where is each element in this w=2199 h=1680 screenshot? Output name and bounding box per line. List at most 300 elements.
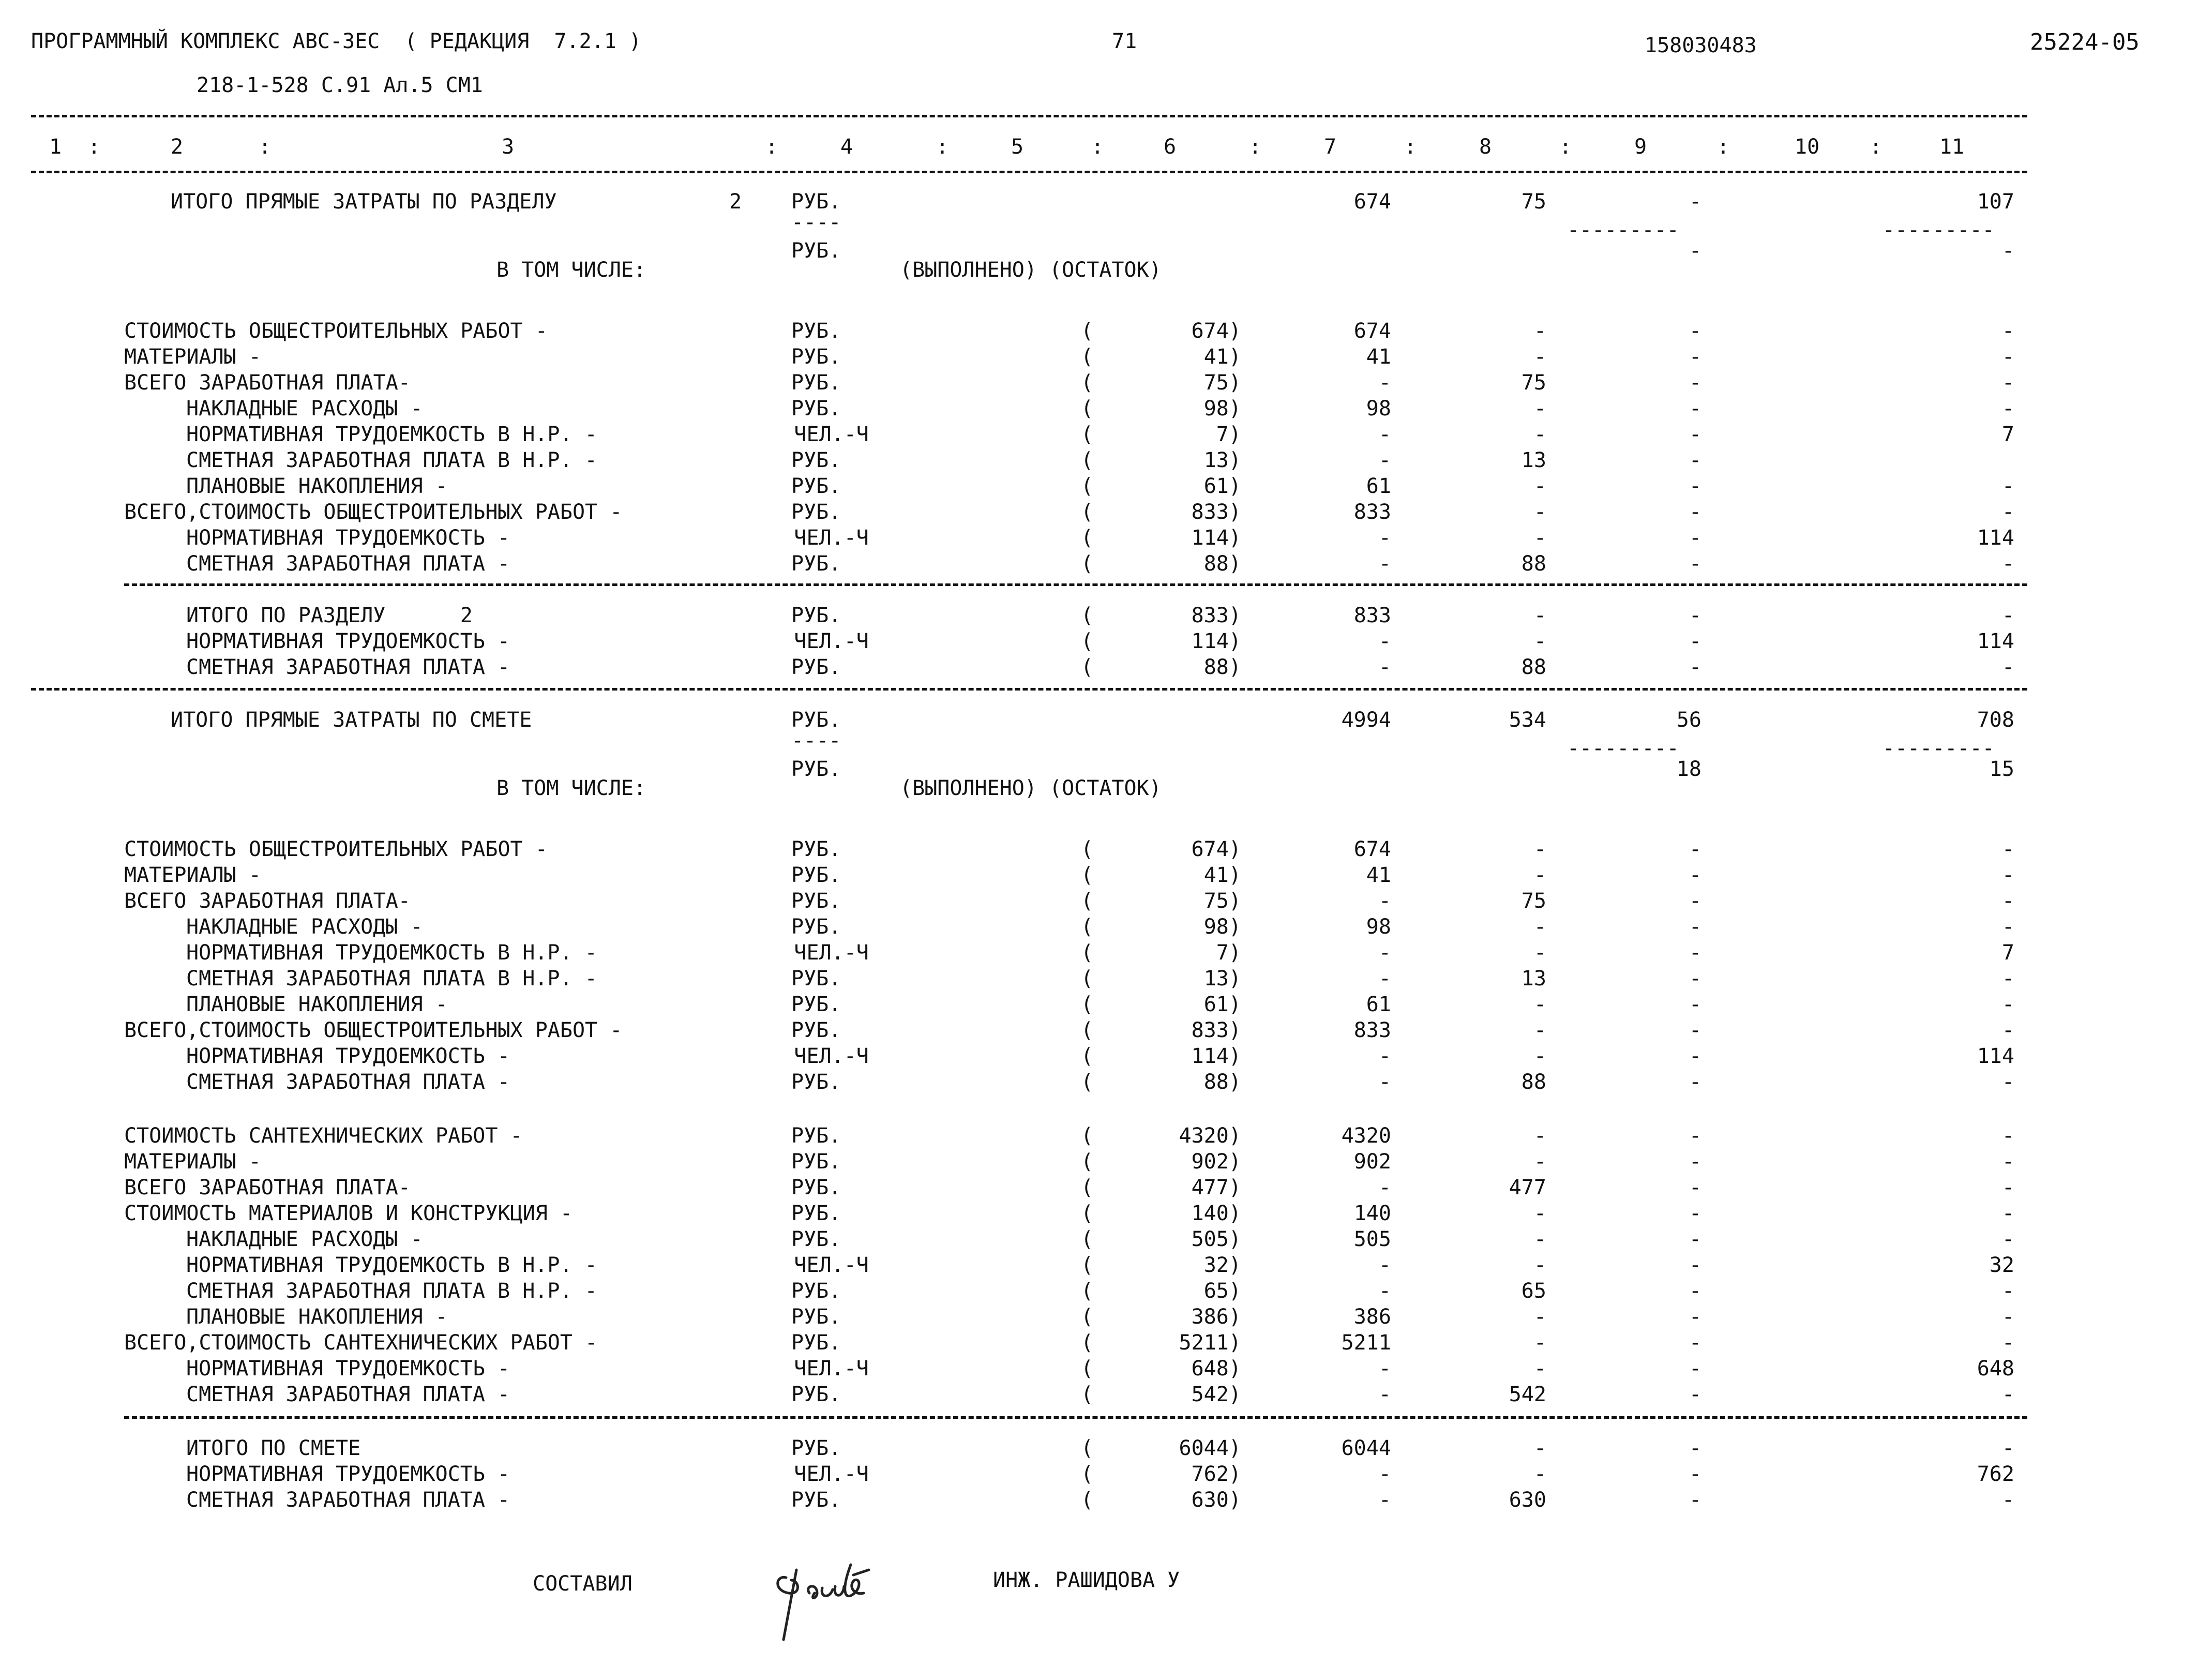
block3-row-col8: - bbox=[1533, 1227, 1546, 1251]
estimate-direct-col9-remaining: 18 bbox=[1676, 757, 1701, 781]
column-header-5: 5 bbox=[1011, 135, 1024, 159]
section2-direct-col9-remaining: - bbox=[1689, 239, 1701, 263]
estimate-direct-col8: 534 bbox=[1509, 708, 1546, 732]
block2-row-col11: - bbox=[2001, 837, 2014, 861]
block1-row-unit: РУБ. bbox=[791, 397, 841, 421]
block3-row-col9: - bbox=[1689, 1124, 1701, 1148]
block3-row-col7: 4320 bbox=[1341, 1124, 1391, 1148]
section2-direct-col9: - bbox=[1689, 190, 1701, 214]
block3-row-unit: РУБ. bbox=[791, 1202, 841, 1225]
block3-row-label: СТОИМОСТЬ МАТЕРИАЛОВ И КОНСТРУКЦИЯ - bbox=[124, 1202, 573, 1225]
block2-row-col7: - bbox=[1378, 941, 1391, 965]
block2-row-col9: - bbox=[1689, 889, 1701, 913]
estimate-direct-col11-remaining: 15 bbox=[1989, 757, 2014, 781]
block2-row-label: СМЕТНАЯ ЗАРАБОТНАЯ ПЛАТА - bbox=[186, 1070, 510, 1094]
block1-row-paren: ( bbox=[1081, 552, 1094, 576]
section2-direct-col11: 107 bbox=[1977, 190, 2014, 214]
block3-row-unit: РУБ. bbox=[791, 1305, 841, 1329]
block2-row-label: НОРМАТИВНАЯ ТРУДОЕМКОСТЬ - bbox=[186, 1044, 510, 1068]
block2-row-col7: 98 bbox=[1366, 915, 1391, 939]
block1-row-col11: - bbox=[2001, 371, 2014, 395]
block1-row-unit: РУБ. bbox=[791, 474, 841, 498]
column-separator: : bbox=[88, 135, 101, 159]
estimate-total-row-col7: - bbox=[1378, 1462, 1391, 1486]
block1-row-unit: ЧЕЛ.-Ч bbox=[794, 526, 869, 550]
column-header-2: 2 bbox=[171, 135, 184, 159]
block3-row-unit: РУБ. bbox=[791, 1383, 841, 1406]
section2-total-row-done-value: 833) bbox=[1191, 604, 1241, 627]
signature bbox=[765, 1549, 921, 1642]
block1-row-col7: 61 bbox=[1366, 474, 1391, 498]
block1-row-col9: - bbox=[1689, 371, 1701, 395]
block3-row-col8: - bbox=[1533, 1253, 1546, 1277]
block3-row-done-value: 140) bbox=[1191, 1202, 1241, 1225]
block3-row-unit: РУБ. bbox=[791, 1227, 841, 1251]
block2-row-col7: 61 bbox=[1366, 993, 1391, 1016]
section2-total-row-col8: - bbox=[1533, 629, 1546, 653]
estimate-direct-label: ИТОГО ПРЯМЫЕ ЗАТРАТЫ ПО СМЕТЕ bbox=[171, 708, 532, 732]
block1-row-col7: - bbox=[1378, 371, 1391, 395]
block2-row-col7: - bbox=[1378, 967, 1391, 991]
block1-row-col8: - bbox=[1533, 397, 1546, 421]
block1-row-col7: - bbox=[1378, 552, 1391, 576]
column-header-8: 8 bbox=[1479, 135, 1492, 159]
block1-row-paren: ( bbox=[1081, 371, 1094, 395]
block3-row-col9: - bbox=[1689, 1253, 1701, 1277]
estimate-total-row-col8: 630 bbox=[1509, 1488, 1546, 1512]
block1-row-col9: - bbox=[1689, 319, 1701, 343]
block2-row-col8: - bbox=[1533, 1044, 1546, 1068]
block1-row-paren: ( bbox=[1081, 500, 1094, 524]
estimate-direct-unit: РУБ. bbox=[791, 708, 841, 732]
estimate-total-row-label: СМЕТНАЯ ЗАРАБОТНАЯ ПЛАТА - bbox=[186, 1488, 510, 1512]
block2-row-col11: - bbox=[2001, 889, 2014, 913]
block3-row-paren: ( bbox=[1081, 1150, 1094, 1174]
block1-row-col7: - bbox=[1378, 526, 1391, 550]
block3-row-paren: ( bbox=[1081, 1124, 1094, 1148]
block2-row-col8: - bbox=[1533, 915, 1546, 939]
estimate-total-row-paren: ( bbox=[1081, 1462, 1094, 1486]
block2-row-unit: РУБ. bbox=[791, 915, 841, 939]
block3-row-col8: - bbox=[1533, 1331, 1546, 1355]
block2-row-label: СТОИМОСТЬ ОБЩЕСТРОИТЕЛЬНЫХ РАБОТ - bbox=[124, 837, 548, 861]
section2-total-row-unit: РУБ. bbox=[791, 655, 841, 679]
block1-row-paren: ( bbox=[1081, 526, 1094, 550]
block3-row-col11: 648 bbox=[1977, 1357, 2014, 1381]
estimate-total-row-done-value: 630) bbox=[1191, 1488, 1241, 1512]
block3-row-col8: 542 bbox=[1509, 1383, 1546, 1406]
block1-row-col9: - bbox=[1689, 474, 1701, 498]
block2-row-col11: - bbox=[2001, 863, 2014, 887]
estimate-total-row-label: НОРМАТИВНАЯ ТРУДОЕМКОСТЬ - bbox=[186, 1462, 510, 1486]
block3-row-col8: 65 bbox=[1521, 1279, 1546, 1303]
estimate-total-row-paren: ( bbox=[1081, 1436, 1094, 1460]
block2-row-col9: - bbox=[1689, 967, 1701, 991]
block1-row-col11: - bbox=[2001, 345, 2014, 369]
block1-row-col11: - bbox=[2001, 500, 2014, 524]
block1-row-col11: - bbox=[2001, 474, 2014, 498]
block3-row-col8: 477 bbox=[1509, 1176, 1546, 1199]
block3-row-label: СМЕТНАЯ ЗАРАБОТНАЯ ПЛАТА В Н.Р. - bbox=[186, 1279, 597, 1303]
block2-row-col9: - bbox=[1689, 1044, 1701, 1068]
block1-row-col11: 7 bbox=[2001, 423, 2014, 446]
section2-total-row-col11: - bbox=[2001, 655, 2014, 679]
block2-row-paren: ( bbox=[1081, 941, 1094, 965]
section2-direct-done-remaining: (ВЫПОЛНЕНО) (ОСТАТОК) bbox=[900, 258, 1162, 282]
block3-row-paren: ( bbox=[1081, 1383, 1094, 1406]
block3-row-col11: - bbox=[2001, 1331, 2014, 1355]
block3-row-label: НОРМАТИВНАЯ ТРУДОЕМКОСТЬ В Н.Р. - bbox=[186, 1253, 597, 1277]
estimate-total-row-col9: - bbox=[1689, 1436, 1701, 1460]
column-header-4: 4 bbox=[840, 135, 853, 159]
document-code: 158030483 bbox=[1645, 34, 1757, 57]
block1-row-col8: - bbox=[1533, 319, 1546, 343]
block1-row-col7: 98 bbox=[1366, 397, 1391, 421]
block1-row-unit: РУБ. bbox=[791, 552, 841, 576]
block2-row-unit: РУБ. bbox=[791, 863, 841, 887]
block2-row-paren: ( bbox=[1081, 967, 1094, 991]
estimate-total-row-label: ИТОГО ПО СМЕТЕ bbox=[186, 1436, 361, 1460]
block2-row-col9: - bbox=[1689, 837, 1701, 861]
block2-row-col11: 7 bbox=[2001, 941, 2014, 965]
section2-total-row-col7: 833 bbox=[1353, 604, 1391, 627]
block2-row-col7: - bbox=[1378, 1044, 1391, 1068]
block2-row-col7: 41 bbox=[1366, 863, 1391, 887]
block2-row-paren: ( bbox=[1081, 889, 1094, 913]
estimate-direct-unit-rule: ---- bbox=[791, 729, 841, 753]
block2-row-paren: ( bbox=[1081, 1018, 1094, 1042]
block1-row-label: СМЕТНАЯ ЗАРАБОТНАЯ ПЛАТА В Н.Р. - bbox=[186, 448, 597, 472]
column-header-3: 3 bbox=[502, 135, 515, 159]
block3-row-col9: - bbox=[1689, 1176, 1701, 1199]
block3-row-col7: - bbox=[1378, 1279, 1391, 1303]
block2-row-col8: - bbox=[1533, 863, 1546, 887]
block3-row-col11: - bbox=[2001, 1176, 2014, 1199]
estimate-direct-col9-rule: --------- bbox=[1567, 737, 1679, 760]
block1-row-col8: 13 bbox=[1521, 448, 1546, 472]
block2-row-col11: - bbox=[2001, 993, 2014, 1016]
block1-row-col8: - bbox=[1533, 500, 1546, 524]
document-subtitle: 218-1-528 С.91 Ал.5 СМ1 bbox=[197, 73, 483, 97]
column-separator: : bbox=[1870, 135, 1882, 159]
block3-row-unit: РУБ. bbox=[791, 1150, 841, 1174]
column-separator: : bbox=[1404, 135, 1417, 159]
section2-total-row-col7: - bbox=[1378, 655, 1391, 679]
block3-row-done-value: 5211) bbox=[1179, 1331, 1241, 1355]
block2-row-col11: - bbox=[2001, 1070, 2014, 1094]
block2-row-col9: - bbox=[1689, 915, 1701, 939]
block2-row-paren: ( bbox=[1081, 993, 1094, 1016]
block3-row-col8: - bbox=[1533, 1124, 1546, 1148]
block3-row-unit: РУБ. bbox=[791, 1176, 841, 1199]
block1-row-label: ВСЕГО ЗАРАБОТНАЯ ПЛАТА- bbox=[124, 371, 411, 395]
block3-row-done-value: 648) bbox=[1191, 1357, 1241, 1381]
block2-row-unit: ЧЕЛ.-Ч bbox=[794, 1044, 869, 1068]
compiled-label: СОСТАВИЛ bbox=[533, 1572, 632, 1596]
block3-row-label: НОРМАТИВНАЯ ТРУДОЕМКОСТЬ - bbox=[186, 1357, 510, 1381]
section2-direct-col11-remaining: - bbox=[2001, 239, 2014, 263]
section2-direct-label: ИТОГО ПРЯМЫЕ ЗАТРАТЫ ПО РАЗДЕЛУ bbox=[171, 190, 557, 214]
estimate-direct-including: В ТОМ ЧИСЛЕ: bbox=[496, 776, 646, 800]
block3-row-unit: РУБ. bbox=[791, 1331, 841, 1355]
block3-row-col7: 505 bbox=[1353, 1227, 1391, 1251]
block3-row-label: ВСЕГО,СТОИМОСТЬ САНТЕХНИЧЕСКИХ РАБОТ - bbox=[124, 1331, 598, 1355]
block3-row-col9: - bbox=[1689, 1357, 1701, 1381]
block3-row-unit: ЧЕЛ.-Ч bbox=[794, 1357, 869, 1381]
block3-row-col7: - bbox=[1378, 1253, 1391, 1277]
block2-row-col8: - bbox=[1533, 1018, 1546, 1042]
block1-row-done-value: 7) bbox=[1216, 423, 1241, 446]
section2-direct-col7: 674 bbox=[1353, 190, 1391, 214]
block1-row-paren: ( bbox=[1081, 397, 1094, 421]
block3-row-col7: 902 bbox=[1353, 1150, 1391, 1174]
estimate-total-row-unit: РУБ. bbox=[791, 1436, 841, 1460]
section2-total-row-paren: ( bbox=[1081, 655, 1094, 679]
block2-row-col9: - bbox=[1689, 941, 1701, 965]
block3-row-label: МАТЕРИАЛЫ - bbox=[124, 1150, 261, 1174]
block2-row-col7: 833 bbox=[1353, 1018, 1391, 1042]
estimate-total-row-col7: 6044 bbox=[1341, 1436, 1391, 1460]
section2-total-row-label: ИТОГО ПО РАЗДЕЛУ 2 bbox=[186, 604, 473, 627]
column-separator: : bbox=[765, 135, 778, 159]
block1-row-done-value: 833) bbox=[1191, 500, 1241, 524]
block3-row-col8: - bbox=[1533, 1357, 1546, 1381]
block2-row-col8: - bbox=[1533, 941, 1546, 965]
block3-row-col11: - bbox=[2001, 1202, 2014, 1225]
section2-direct-unit2: РУБ. bbox=[791, 239, 841, 263]
block3-row-label: СТОИМОСТЬ САНТЕХНИЧЕСКИХ РАБОТ - bbox=[124, 1124, 523, 1148]
block3-row-done-value: 32) bbox=[1203, 1253, 1241, 1277]
estimate-total-row-col11: - bbox=[2001, 1488, 2014, 1512]
estimate-direct-col7: 4994 bbox=[1341, 708, 1391, 732]
section2-total-row-paren: ( bbox=[1081, 604, 1094, 627]
block3-row-done-value: 902) bbox=[1191, 1150, 1241, 1174]
block3-row-label: ПЛАНОВЫЕ НАКОПЛЕНИЯ - bbox=[186, 1305, 448, 1329]
block2-row-paren: ( bbox=[1081, 1070, 1094, 1094]
block3-row-col7: - bbox=[1378, 1176, 1391, 1199]
block3-row-done-value: 386) bbox=[1191, 1305, 1241, 1329]
block3-row-col8: - bbox=[1533, 1150, 1546, 1174]
block2-row-unit: РУБ. bbox=[791, 967, 841, 991]
block3-row-col11: - bbox=[2001, 1279, 2014, 1303]
block2-row-done-value: 61) bbox=[1203, 993, 1241, 1016]
column-header-11: 11 bbox=[1939, 135, 1965, 159]
block3-row-paren: ( bbox=[1081, 1279, 1094, 1303]
estimate-total-row-col7: - bbox=[1378, 1488, 1391, 1512]
block3-row-done-value: 4320) bbox=[1179, 1124, 1241, 1148]
block1-row-label: НОРМАТИВНАЯ ТРУДОЕМКОСТЬ - bbox=[186, 526, 510, 550]
estimate-total-row-col8: - bbox=[1533, 1462, 1546, 1486]
section2-direct-unit: РУБ. bbox=[791, 190, 841, 214]
block2-row-unit: РУБ. bbox=[791, 993, 841, 1016]
block1-row-done-value: 114) bbox=[1191, 526, 1241, 550]
block2-row-done-value: 75) bbox=[1203, 889, 1241, 913]
section2-total-row-label: СМЕТНАЯ ЗАРАБОТНАЯ ПЛАТА - bbox=[186, 655, 510, 679]
block2-row-done-value: 674) bbox=[1191, 837, 1241, 861]
block1-row-col8: - bbox=[1533, 526, 1546, 550]
block3-row-paren: ( bbox=[1081, 1305, 1094, 1329]
block1-row-col8: - bbox=[1533, 345, 1546, 369]
block3-row-paren: ( bbox=[1081, 1357, 1094, 1381]
block3-row-unit: РУБ. bbox=[791, 1124, 841, 1148]
estimate-total-row-done-value: 6044) bbox=[1179, 1436, 1241, 1460]
block1-rule bbox=[124, 583, 2027, 586]
block2-row-col7: 674 bbox=[1353, 837, 1391, 861]
block1-row-col8: - bbox=[1533, 474, 1546, 498]
block1-row-unit: РУБ. bbox=[791, 345, 841, 369]
estimate-total-row-col9: - bbox=[1689, 1462, 1701, 1486]
section2-direct-col11-rule: --------- bbox=[1882, 218, 1995, 242]
block1-row-unit: РУБ. bbox=[791, 448, 841, 472]
block3-row-unit: РУБ. bbox=[791, 1279, 841, 1303]
block2-row-unit: РУБ. bbox=[791, 889, 841, 913]
estimate-direct-done-remaining: (ВЫПОЛНЕНО) (ОСТАТОК) bbox=[900, 776, 1162, 800]
section2-direct-col9-rule: --------- bbox=[1567, 218, 1679, 242]
block2-row-done-value: 833) bbox=[1191, 1018, 1241, 1042]
block2-row-col8: - bbox=[1533, 993, 1546, 1016]
block1-row-done-value: 75) bbox=[1203, 371, 1241, 395]
column-separator: : bbox=[1249, 135, 1262, 159]
section2-direct-section-number: 2 bbox=[729, 190, 742, 214]
estimate-total-row-unit: РУБ. bbox=[791, 1488, 841, 1512]
header-rule-bottom bbox=[31, 171, 2027, 173]
section2-total-row-col11: - bbox=[2001, 604, 2014, 627]
block1-row-paren: ( bbox=[1081, 319, 1094, 343]
block1-row-done-value: 98) bbox=[1203, 397, 1241, 421]
section2-total-row-col8: 88 bbox=[1521, 655, 1546, 679]
block1-row-label: СТОИМОСТЬ ОБЩЕСТРОИТЕЛЬНЫХ РАБОТ - bbox=[124, 319, 548, 343]
block3-row-col11: - bbox=[2001, 1150, 2014, 1174]
block1-row-label: МАТЕРИАЛЫ - bbox=[124, 345, 261, 369]
block3-row-paren: ( bbox=[1081, 1176, 1094, 1199]
block3-row-paren: ( bbox=[1081, 1202, 1094, 1225]
block1-row-col9: - bbox=[1689, 448, 1701, 472]
block2-row-paren: ( bbox=[1081, 837, 1094, 861]
column-separator: : bbox=[1559, 135, 1572, 159]
block2-row-unit: ЧЕЛ.-Ч bbox=[794, 941, 869, 965]
section2-total-row-col9: - bbox=[1689, 629, 1701, 653]
block3-row-col9: - bbox=[1689, 1150, 1701, 1174]
estimate-direct-col9: 56 bbox=[1676, 708, 1701, 732]
column-separator: : bbox=[1717, 135, 1730, 159]
block2-row-col11: - bbox=[2001, 967, 2014, 991]
block3-row-col7: 386 bbox=[1353, 1305, 1391, 1329]
block3-row-col11: - bbox=[2001, 1124, 2014, 1148]
block1-row-paren: ( bbox=[1081, 345, 1094, 369]
block1-row-col11: - bbox=[2001, 552, 2014, 576]
block2-row-done-value: 41) bbox=[1203, 863, 1241, 887]
block2-row-label: МАТЕРИАЛЫ - bbox=[124, 863, 261, 887]
column-header-9: 9 bbox=[1634, 135, 1647, 159]
block1-row-unit: РУБ. bbox=[791, 319, 841, 343]
block2-row-col9: - bbox=[1689, 1070, 1701, 1094]
block2-row-label: НАКЛАДНЫЕ РАСХОДЫ - bbox=[186, 915, 423, 939]
block3-row-col11: 32 bbox=[1989, 1253, 2014, 1277]
column-header-1: 1 bbox=[49, 135, 62, 159]
block1-row-label: СМЕТНАЯ ЗАРАБОТНАЯ ПЛАТА - bbox=[186, 552, 510, 576]
column-header-6: 6 bbox=[1164, 135, 1177, 159]
page-number: 71 bbox=[1112, 29, 1137, 53]
block2-row-done-value: 13) bbox=[1203, 967, 1241, 991]
block1-row-label: НАКЛАДНЫЕ РАСХОДЫ - bbox=[186, 397, 423, 421]
program-title: ПРОГРАММНЫЙ КОМПЛЕКС АВС-3ЕС ( РЕДАКЦИЯ 7.2.1 ) bbox=[31, 29, 642, 53]
estimate-total-row-col9: - bbox=[1689, 1488, 1701, 1512]
block2-row-unit: РУБ. bbox=[791, 837, 841, 861]
estimate-direct-col11: 708 bbox=[1977, 708, 2014, 732]
block3-rule bbox=[124, 1416, 2027, 1419]
block1-row-col11: - bbox=[2001, 319, 2014, 343]
block2-row-done-value: 88) bbox=[1203, 1070, 1241, 1094]
block1-row-label: ПЛАНОВЫЕ НАКОПЛЕНИЯ - bbox=[186, 474, 448, 498]
block2-row-label: СМЕТНАЯ ЗАРАБОТНАЯ ПЛАТА В Н.Р. - bbox=[186, 967, 597, 991]
block2-row-paren: ( bbox=[1081, 915, 1094, 939]
block1-row-col7: - bbox=[1378, 423, 1391, 446]
block3-row-col7: - bbox=[1378, 1357, 1391, 1381]
section2-total-row-col8: - bbox=[1533, 604, 1546, 627]
block3-row-unit: ЧЕЛ.-Ч bbox=[794, 1253, 869, 1277]
section2-total-row-col9: - bbox=[1689, 655, 1701, 679]
block2-row-col7: - bbox=[1378, 889, 1391, 913]
block3-row-col7: 5211 bbox=[1341, 1331, 1391, 1355]
section2-total-row-label: НОРМАТИВНАЯ ТРУДОЕМКОСТЬ - bbox=[186, 629, 510, 653]
block3-row-col7: 140 bbox=[1353, 1202, 1391, 1225]
block3-row-col11: - bbox=[2001, 1383, 2014, 1406]
block1-row-col9: - bbox=[1689, 500, 1701, 524]
header-rule-top bbox=[31, 115, 2027, 117]
block2-row-col11: - bbox=[2001, 915, 2014, 939]
column-separator: : bbox=[936, 135, 949, 159]
block1-row-done-value: 88) bbox=[1203, 552, 1241, 576]
block3-row-paren: ( bbox=[1081, 1331, 1094, 1355]
block2-row-done-value: 98) bbox=[1203, 915, 1241, 939]
block2-row-paren: ( bbox=[1081, 863, 1094, 887]
block2-row-label: ПЛАНОВЫЕ НАКОПЛЕНИЯ - bbox=[186, 993, 448, 1016]
block3-row-col9: - bbox=[1689, 1305, 1701, 1329]
block1-row-col11: - bbox=[2001, 397, 2014, 421]
block1-row-col7: 41 bbox=[1366, 345, 1391, 369]
block1-row-unit: РУБ. bbox=[791, 500, 841, 524]
block3-row-col9: - bbox=[1689, 1383, 1701, 1406]
block3-row-col11: - bbox=[2001, 1227, 2014, 1251]
block1-row-unit: РУБ. bbox=[791, 371, 841, 395]
block3-row-done-value: 65) bbox=[1203, 1279, 1241, 1303]
block1-row-col8: 75 bbox=[1521, 371, 1546, 395]
block2-row-label: ВСЕГО ЗАРАБОТНАЯ ПЛАТА- bbox=[124, 889, 411, 913]
block2-row-col8: - bbox=[1533, 837, 1546, 861]
block2-row-col9: - bbox=[1689, 1018, 1701, 1042]
estimate-total-row-unit: ЧЕЛ.-Ч bbox=[794, 1462, 869, 1486]
block1-row-done-value: 41) bbox=[1203, 345, 1241, 369]
block2-row-col8: 13 bbox=[1521, 967, 1546, 991]
estimate-total-row-paren: ( bbox=[1081, 1488, 1094, 1512]
section2-total-row-unit: РУБ. bbox=[791, 604, 841, 627]
section2-direct-col8: 75 bbox=[1521, 190, 1546, 214]
section2-total-row-done-value: 114) bbox=[1191, 629, 1241, 653]
block3-row-col8: - bbox=[1533, 1202, 1546, 1225]
block2-row-col7: - bbox=[1378, 1070, 1391, 1094]
section2-total-row-unit: ЧЕЛ.-Ч bbox=[794, 629, 869, 653]
block2-row-col11: - bbox=[2001, 1018, 2014, 1042]
block1-row-paren: ( bbox=[1081, 423, 1094, 446]
block2-row-col11: 114 bbox=[1977, 1044, 2014, 1068]
block1-row-done-value: 13) bbox=[1203, 448, 1241, 472]
section2-total-row-done-value: 88) bbox=[1203, 655, 1241, 679]
block1-row-col9: - bbox=[1689, 526, 1701, 550]
section-rule bbox=[31, 688, 2027, 691]
column-separator: : bbox=[1091, 135, 1104, 159]
block2-row-done-value: 7) bbox=[1216, 941, 1241, 965]
block3-row-col8: - bbox=[1533, 1305, 1546, 1329]
